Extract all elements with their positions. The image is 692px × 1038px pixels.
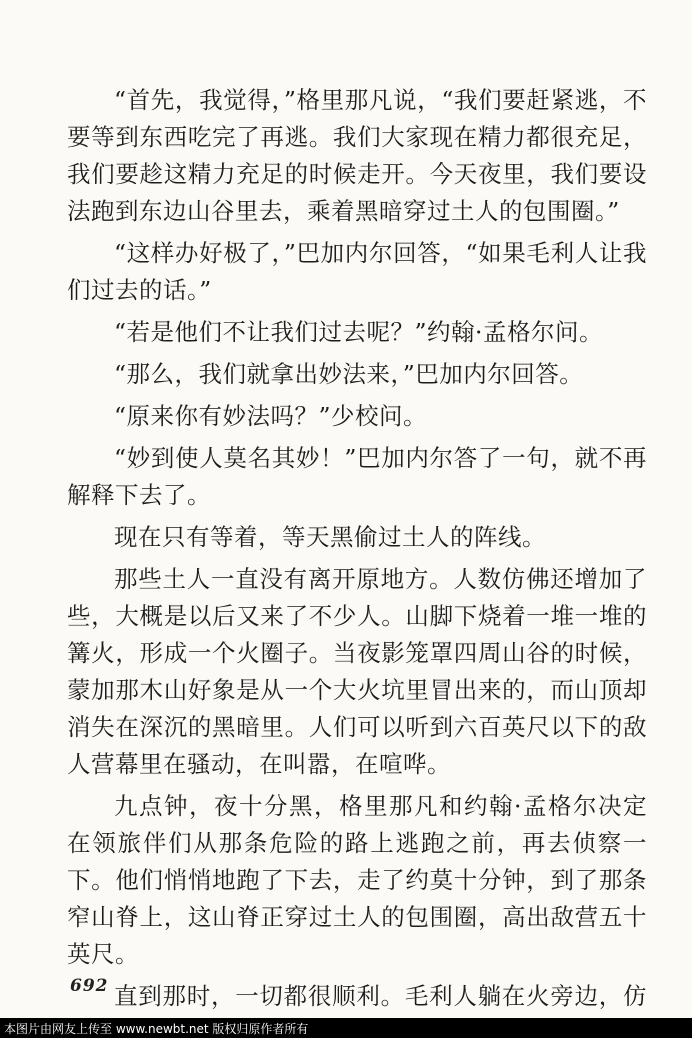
paragraph: 现在只有等着，等天黑偷过土人的阵线。 (114, 523, 546, 551)
paragraph: “妙到使人莫名其妙！”巴加内尔答了一句，就不再解释下去了。 (67, 444, 647, 509)
paragraph: “那么，我们就拿出妙法来，”巴加内尔回答。 (114, 360, 584, 388)
paragraph: “首先，我觉得，”格里那凡说，“我们要赶紧逃，不要等到东西吃完了再逃。我们大家现在精力都很充足，我们要趁这精力充足的时候走开。今天夜里，我们要设法跑到东边山谷里去，乘着黑暗穿过土人的包围圈。” (67, 86, 647, 225)
watermark-text: 本图片由网友上传至 www.newbt.net 版权归原作者所有 (4, 1022, 309, 1036)
body-text (67, 82, 647, 1018)
paragraph: “原来你有妙法吗？”少校问。 (114, 402, 428, 430)
paragraph: 九点钟，夜十分黑，格里那凡和约翰·孟格尔决定在领旅伴们从那条危险的路上逃跑之前，再去侦察一下。他们悄悄地跑了下去，走了约莫十分钟，到了那条窄山脊上，这山脊正穿过土人的包围圈，高出敌营五十英尺。 (67, 792, 647, 968)
page-number: 692 (70, 976, 109, 996)
paragraph: “若是他们不让我们过去呢？”约翰·孟格尔问。 (114, 318, 603, 346)
paragraph: 直到那时，一切都很顺利。毛利人躺在火旁边，仿 (114, 982, 647, 1010)
paragraph: “这样办好极了，”巴加内尔回答，“如果毛利人让我们过去的话。” (67, 239, 647, 304)
paragraph: 那些土人一直没有离开原地方。人数仿佛还增加了些，大概是以后又来了不少人。山脚下烧着一堆一堆的篝火，形成一个火圈子。当夜影笼罩四周山谷的时候，蒙加那木山好象是从一个大火坑里冒出来的，而山顶却消失在深沉的黑暗里。人们可以听到六百英尺以下的敌人营幕里在骚动，在叫嚣，在喧哗。 (67, 565, 647, 778)
watermark-footer (0, 1018, 692, 1038)
